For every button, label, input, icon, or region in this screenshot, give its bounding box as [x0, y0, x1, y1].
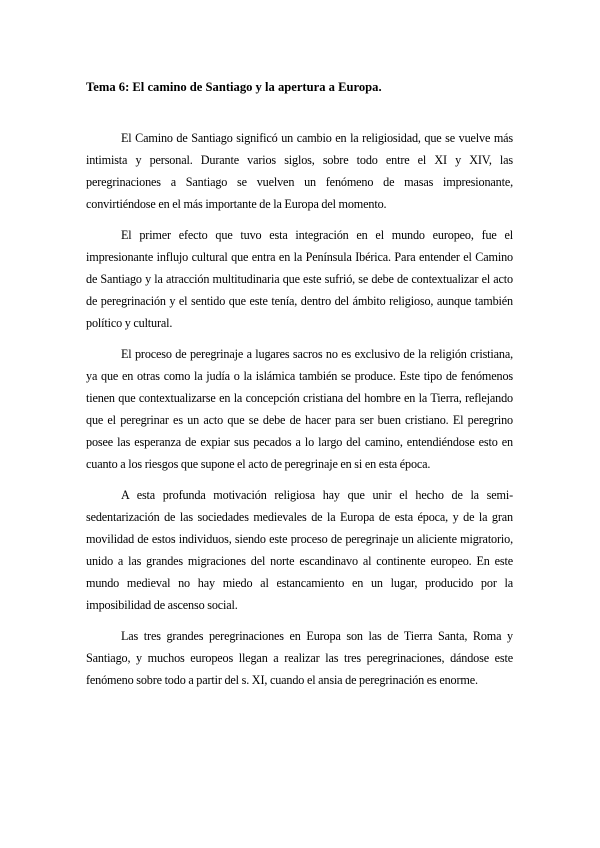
document-body [86, 127, 513, 700]
paragraph-5: Las tres grandes peregrinaciones en Europa son las de Tierra Santa, Roma y Santiago, y muchos europeos llegan a realizar las tres peregrinaciones, dándose este fenómeno sobre todo a partir del s. XI, cuando el ansia de peregrinación es enorme. [86, 629, 513, 687]
document-title: Tema 6: El camino de Santiago y la apertura a Europa. [86, 80, 382, 94]
paragraph-2: El primer efecto que tuvo esta integración en el mundo europeo, fue el impresionante influjo cultural que entra en la Península Ibérica. Para entender el Camino de Santiago y la atracción multitudinaria que este sufrió, se debe de contextualizar el acto de peregrinación y el sentido que este tenía, dentro del ámbito religioso, aunque también político y cultural. [86, 228, 513, 330]
paragraph-3: El proceso de peregrinaje a lugares sacros no es exclusivo de la religión cristiana, ya que en otras como la judía o la islámica también se produce. Este tipo de fenómenos tienen que contextualizarse en la concepción cristiana del hombre en la Tierra, reflejando que el peregrinar es un acto que se debe de hacer para ser buen cristiano. El peregrino posee las esperanza de expiar sus pecados a lo largo del camino, entendiéndose esto en cuanto a los riesgos que supone el acto de peregrinaje en si en esta época. [86, 347, 513, 471]
paragraph-1: El Camino de Santiago significó un cambio en la religiosidad, que se vuelve más intimista y personal. Durante varios siglos, sobre todo entre el XI y XIV, las peregrinaciones a Santiago se vuelven un fenómeno de masas impresionante, convirtiéndose en el más importante de la Europa del momento. [86, 131, 513, 211]
paragraph-4: A esta profunda motivación religiosa hay que unir el hecho de la semi-sedentarización de las sociedades medievales de la Europa de esta época, y de la gran movilidad de estos individuos, siendo este proceso de peregrinaje un aliciente migratorio, unido a las grandes migraciones del norte escandinavo al continente europeo. En este mundo medieval no hay miedo al estancamiento en un lugar, producido por la imposibilidad de ascenso social. [86, 488, 513, 612]
